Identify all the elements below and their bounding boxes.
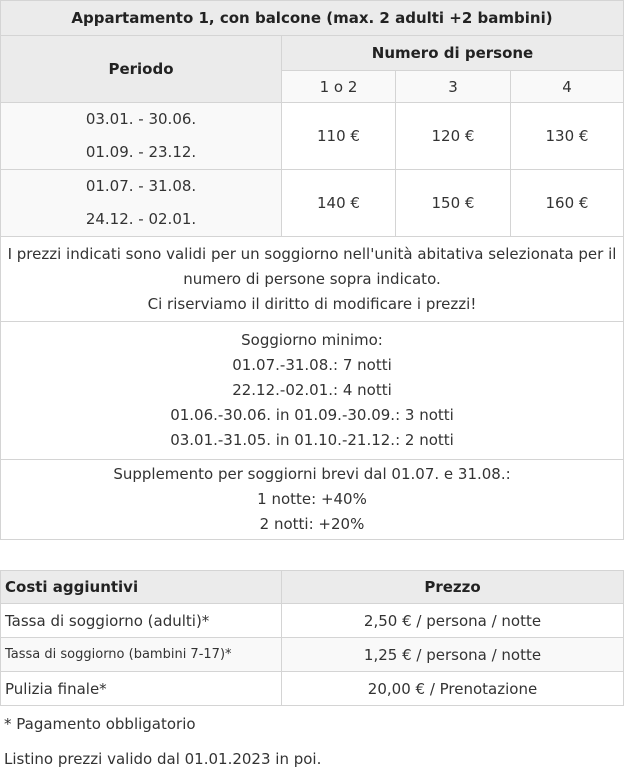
extra-price-header: Prezzo (282, 571, 624, 604)
min-stay-line: 01.06.-30.06. in 01.09.-30.09.: 3 notti (170, 406, 454, 424)
min-stay-line: Soggiorno minimo: (241, 331, 383, 349)
price-row (1, 170, 624, 237)
extra-cost-label: Pulizia finale* (1, 672, 282, 706)
price-row (1, 103, 624, 170)
note-line: numero di persone sopra indicato. (183, 269, 441, 288)
price-cell: 130 € (511, 103, 624, 170)
extra-cost-price: 20,00 € / Prenotazione (282, 672, 624, 706)
period-cell (1, 170, 282, 237)
mandatory-payment-note: * Pagamento obbligatorio (4, 715, 196, 733)
extra-costs-table (0, 570, 624, 706)
prices-validity-note (1, 237, 624, 322)
price-list-validity: Listino prezzi valido dal 01.01.2023 in poi. (4, 750, 322, 768)
extra-cost-price: 1,25 € / persona / notte (282, 638, 624, 672)
price-cell: 140 € (282, 170, 396, 237)
min-stay-line: 22.12.-02.01.: 4 notti (232, 381, 392, 399)
persons-col-3: 3 (396, 71, 511, 103)
extra-cost-row (1, 672, 624, 706)
extra-cost-row (1, 604, 624, 638)
short-stay-line: 2 notti: +20% (259, 515, 365, 533)
extra-cost-row (1, 638, 624, 672)
short-stay-line: Supplemento per soggiorni brevi dal 01.07. e 31.08.: (113, 465, 511, 483)
price-cell: 120 € (396, 103, 511, 170)
extra-costs-header: Costi aggiuntivi (1, 571, 282, 604)
price-cell: 110 € (282, 103, 396, 170)
apartment-title: Appartamento 1, con balcone (max. 2 adulti +2 bambini) (1, 1, 624, 36)
price-cell: 150 € (396, 170, 511, 237)
persons-header: Numero di persone (282, 36, 624, 71)
extra-cost-price: 2,50 € / persona / notte (282, 604, 624, 638)
period-range: 01.09. - 23.12. (85, 143, 197, 161)
period-range: 24.12. - 02.01. (85, 210, 197, 228)
extra-cost-label: Tassa di soggiorno (bambini 7-17)* (1, 638, 282, 672)
period-range: 01.07. - 31.08. (85, 177, 197, 195)
note-line: Ci riserviamo il diritto di modificare i prezzi! (147, 294, 477, 313)
note-line: I prezzi indicati sono validi per un soggiorno nell'unità abitativa selezionata per il (7, 244, 617, 263)
persons-col-4: 4 (511, 71, 624, 103)
short-stay-line: 1 notte: +40% (257, 490, 367, 508)
minimum-stay-note (1, 322, 624, 460)
min-stay-line: 03.01.-31.05. in 01.10.-21.12.: 2 notti (170, 431, 454, 449)
min-stay-line: 01.07.-31.08.: 7 notti (232, 356, 392, 374)
period-cell (1, 103, 282, 170)
period-header: Periodo (1, 36, 282, 103)
short-stay-note (1, 460, 624, 540)
persons-col-1-2: 1 o 2 (282, 71, 396, 103)
extra-cost-label: Tassa di soggiorno (adulti)* (1, 604, 282, 638)
price-cell: 160 € (511, 170, 624, 237)
period-range: 03.01. - 30.06. (85, 110, 197, 128)
